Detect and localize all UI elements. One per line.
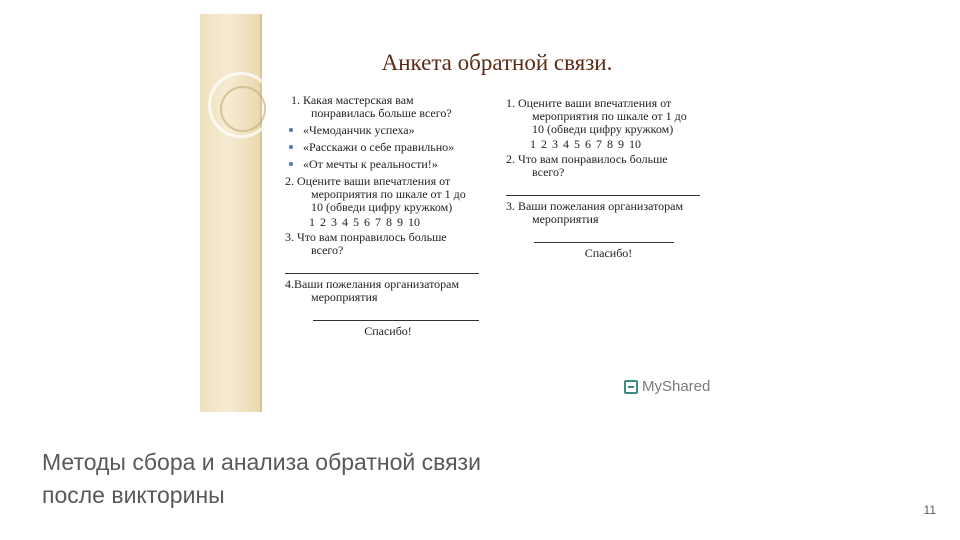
question-text: 10 (обведи цифру кружком): [532, 122, 674, 136]
answer-line: [534, 232, 674, 243]
watermark: [624, 378, 710, 395]
question-text: 2. Что вам понравилось больше: [506, 152, 668, 166]
question-text: 1. Оцените ваши впечатления от: [506, 96, 672, 110]
myshared-logo-icon: [624, 380, 638, 394]
question-text: 2. Оцените ваши впечатления от: [285, 174, 451, 188]
question-text: мероприятия: [532, 212, 599, 226]
question-text: мероприятия: [311, 290, 378, 304]
answer-line: [285, 263, 479, 274]
watermark-text: MyShared: [642, 378, 711, 395]
form-title: Анкета обратной связи.: [381, 50, 613, 75]
question-text: 10 (обведи цифру кружком): [311, 200, 453, 214]
question-text: всего?: [311, 243, 344, 257]
option-item: «Чемоданчик успеха»: [285, 124, 491, 137]
question-text: 3. Что вам понравилось больше: [285, 230, 447, 244]
question-text: всего?: [532, 165, 565, 179]
page-number: 11: [923, 503, 936, 517]
question-text: мероприятия по шкале от 1 до: [311, 187, 466, 201]
decorative-circle: [220, 86, 266, 132]
decorative-side-band: [200, 14, 262, 412]
form-right-column: [506, 97, 711, 260]
question-text: 3. Ваши пожелания организаторам: [506, 199, 684, 213]
caption-line: Методы сбора и анализа обратной связи: [42, 449, 481, 475]
question-text: 1. Какая мастерская вам: [291, 93, 414, 107]
option-item: «От мечты к реальности!»: [285, 158, 491, 171]
slide-caption: [42, 446, 662, 512]
rating-scale: 1 2 3 4 5 6 7 8 9 10: [530, 137, 641, 151]
answer-line: [313, 310, 479, 321]
option-item: «Расскажи о себе правильно»: [285, 141, 491, 154]
thanks-text: Спасибо!: [584, 246, 633, 260]
question-text: понравилась больше всего?: [311, 106, 452, 120]
question-text: мероприятия по шкале от 1 до: [532, 109, 687, 123]
rating-scale: 1 2 3 4 5 6 7 8 9 10: [309, 215, 420, 229]
thanks-text: Спасибо!: [364, 324, 412, 338]
form-left-column: [285, 94, 491, 338]
answer-line: [506, 185, 700, 196]
question-text: 4.Ваши пожелания организаторам: [285, 277, 460, 291]
caption-line: после викторины: [42, 482, 225, 508]
feedback-form-image: [200, 14, 734, 412]
